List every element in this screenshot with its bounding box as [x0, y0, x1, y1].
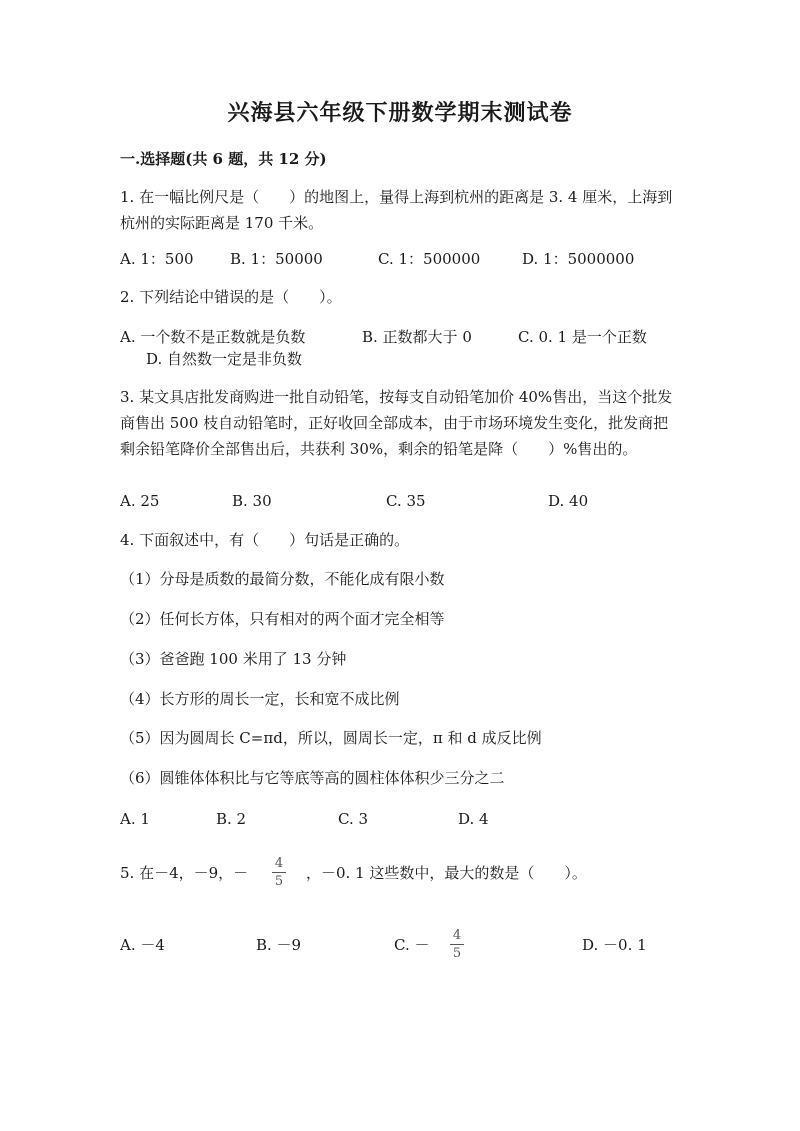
fraction-bar: [450, 944, 464, 945]
q4-option-b: B. 2: [216, 810, 247, 828]
q5-fraction-numerator: 4: [274, 856, 284, 871]
question-2-text: 2. 下列结论中错误的是（ ）。: [120, 288, 342, 306]
q5-option-a: A. －4: [120, 936, 165, 954]
q4-option-a: A. 1: [120, 810, 150, 828]
q2-option-d: D. 自然数一定是非负数: [146, 350, 303, 368]
q1-option-b: B. 1：50000: [230, 250, 323, 268]
fraction-bar: [272, 872, 286, 873]
page-title: 兴海县六年级下册数学期末测试卷: [227, 100, 573, 126]
question-3-text: 3. 某文具店批发商购进一批自动铅笔，按每支自动铅笔加价 40%售出，当这个批发商售出 500 枝自动铅笔时，正好收回全部成本，由于市场环境发生变化，批发商把剩余铅笔降价全部售出后，共获利 30%，剩余的铅笔是降（ ）%售出的。: [120, 388, 673, 458]
q4-item-2: （2）任何长方体，只有相对的两个面才完全相等: [120, 610, 445, 628]
q4-item-5: （5）因为圆周长 C=πd，所以，圆周长一定，π 和 d 成反比例: [120, 729, 542, 747]
q1-option-a: A. 1：500: [120, 250, 194, 268]
q3-option-a: A. 25: [120, 492, 160, 510]
q3-option-c: C. 35: [386, 492, 426, 510]
q5-option-d: D. －0. 1: [582, 936, 647, 954]
q4-item-6: （6）圆锥体体积比与它等底等高的圆柱体体积少三分之二: [120, 769, 505, 787]
q3-option-d: D. 40: [548, 492, 589, 510]
q1-option-c: C. 1：500000: [378, 250, 481, 268]
q5-option-b: B. －9: [256, 936, 302, 954]
q4-item-4: （4）长方形的周长一定，长和宽不成比例: [120, 690, 400, 708]
q5-option-c-fraction: [450, 928, 464, 961]
question-1-text: 1. 在一幅比例尺是（ ）的地图上，量得上海到杭州的距离是 3. 4 厘米，上海到杭州的实际距离是 170 千米。: [120, 188, 673, 232]
q2-option-c: C. 0. 1 是一个正数: [518, 328, 647, 346]
question-5-text-after: ，－0. 1 这些数中，最大的数是（ ）。: [306, 864, 587, 882]
section-heading: 一.选择题(共 6 题，共 12 分): [120, 150, 327, 168]
q4-item-1: （1）分母是质数的最简分数，不能化成有限小数: [120, 570, 445, 588]
q4-option-c: C. 3: [338, 810, 369, 828]
q5-option-c-numerator: 4: [452, 928, 462, 943]
question-4-text: 4. 下面叙述中，有（ ）句话是正确的。: [120, 531, 410, 549]
q4-item-3: （3）爸爸跑 100 米用了 13 分钟: [120, 650, 347, 668]
q3-option-b: B. 30: [232, 492, 272, 510]
q5-fraction: [272, 856, 286, 889]
q5-option-c: C. －: [394, 936, 430, 954]
question-5-text-before: 5. 在－4，－9，－: [120, 864, 249, 882]
q5-option-c-denominator: 5: [452, 946, 462, 961]
q4-option-d: D. 4: [458, 810, 489, 828]
q2-option-b: B. 正数都大于 0: [362, 328, 472, 346]
q1-option-d: D. 1：5000000: [522, 250, 635, 268]
q2-option-a: A. 一个数不是正数就是负数: [120, 328, 306, 346]
q5-fraction-denominator: 5: [274, 874, 284, 889]
